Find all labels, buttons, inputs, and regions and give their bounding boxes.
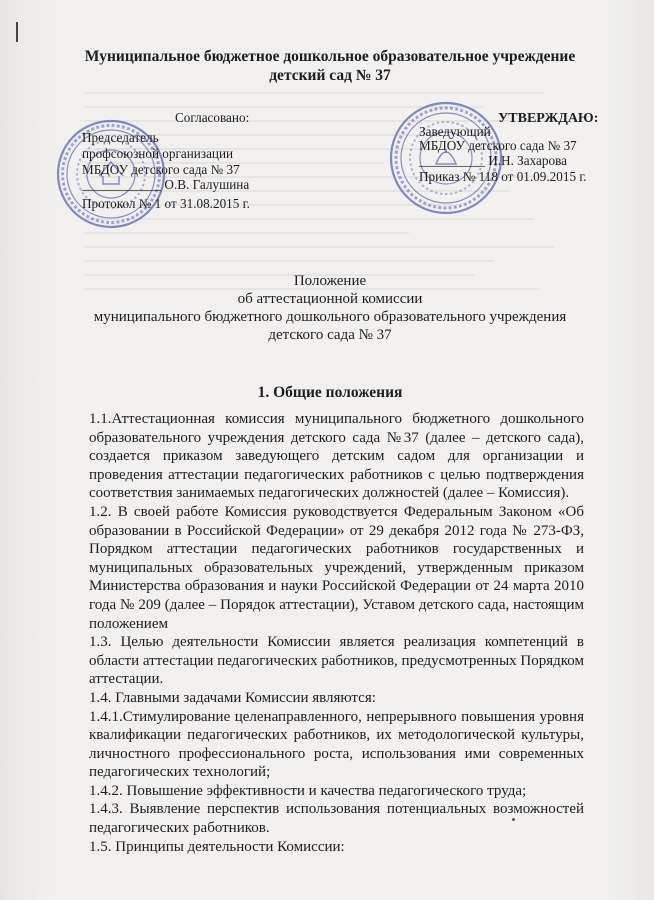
title-line-3: муниципального бюджетного дошкольного образовательного учреждения <box>93 309 567 325</box>
document-title <box>60 272 600 344</box>
section-body <box>89 410 584 856</box>
paragraph: 1.3. Целью деятельности Комиссии является реализация компетенций в области аттестации педагогических работников, предусмотренных Порядком аттестации. <box>89 634 584 688</box>
paragraph: 1.4. Главными задачами Комиссии являются: <box>89 689 376 706</box>
title-line-4: детского сада № 37 <box>268 327 392 343</box>
approve-label: УТВЕРЖДАЮ: <box>498 111 599 126</box>
paragraph: 1.4.1.Стимулирование целенаправленного, непрерывного повышения уровня квалификации педагогических работников, их методологической культуры, личностного профессионального роста, использования ими современных педагогических технологий; <box>89 708 584 781</box>
approve-signature-line: __________ И.Н. Захарова <box>419 153 567 168</box>
approve-line-2: МБДОУ детского сада № 37 <box>419 138 577 153</box>
organization-name-line1: Муниципальное бюджетное дошкольное образовательное учреждение <box>84 48 576 65</box>
agreed-line-2: профсоюзной организации <box>82 146 234 161</box>
agreed-protocol: Протокол № 1 от 31.08.2015 г. <box>82 196 250 211</box>
organization-header <box>60 47 600 85</box>
scan-speck <box>512 818 515 821</box>
paragraph: 1.2. В своей работе Комиссия руководствуется Федеральным Законом «Об образовании в Российской Федерации» от 29 декабря 2012 года № 273-ФЗ, Порядком аттестации педагогических работников государственных и муниципальных образовательных учреждений, утвержденным приказом Министерства образования и науки Российской Федерации от 24 марта 2010 года № 209 (далее – Порядок аттестации), Уставом детского сада, настоящим положением <box>89 503 584 632</box>
section-heading: 1. Общие положения <box>257 384 403 401</box>
approve-order: Приказ № 118 от 01.09.2015 г. <box>419 169 587 184</box>
paragraph: 1.5. Принципы деятельности Комиссии: <box>89 838 345 855</box>
agreed-label: Согласовано: <box>175 110 250 125</box>
agreed-line-3: МБДОУ детского сада № 37 <box>82 162 240 177</box>
organization-name-line2: детский сад № 37 <box>269 67 391 84</box>
approve-line-1: Заведующий <box>419 124 491 139</box>
paragraph: 1.4.2. Повышение эффективности и качества педагогического труда; <box>89 782 527 799</box>
agreed-line-1: Председатель <box>82 130 159 145</box>
agreed-signature-line: ____________ О.В. Галушина <box>82 177 250 192</box>
scan-edge-mark <box>16 22 18 42</box>
title-line-2: об аттестационной комиссии <box>237 291 423 307</box>
title-line-1: Положение <box>293 273 367 289</box>
paragraph: 1.1.Аттестационная комиссия муниципального бюджетного дошкольного образовательного учреждения детского сада №37 (далее – детского сада), создается приказом заведующего детским садом для организации и проведения аттестации педагогических работников с целью подтверждения соответствия занимаемых педагогических должностей (далее – Комиссия). <box>89 411 584 502</box>
paragraph: 1.4.3. Выявление перспектив использования потенциальных возможностей педагогических работников. <box>89 801 584 837</box>
